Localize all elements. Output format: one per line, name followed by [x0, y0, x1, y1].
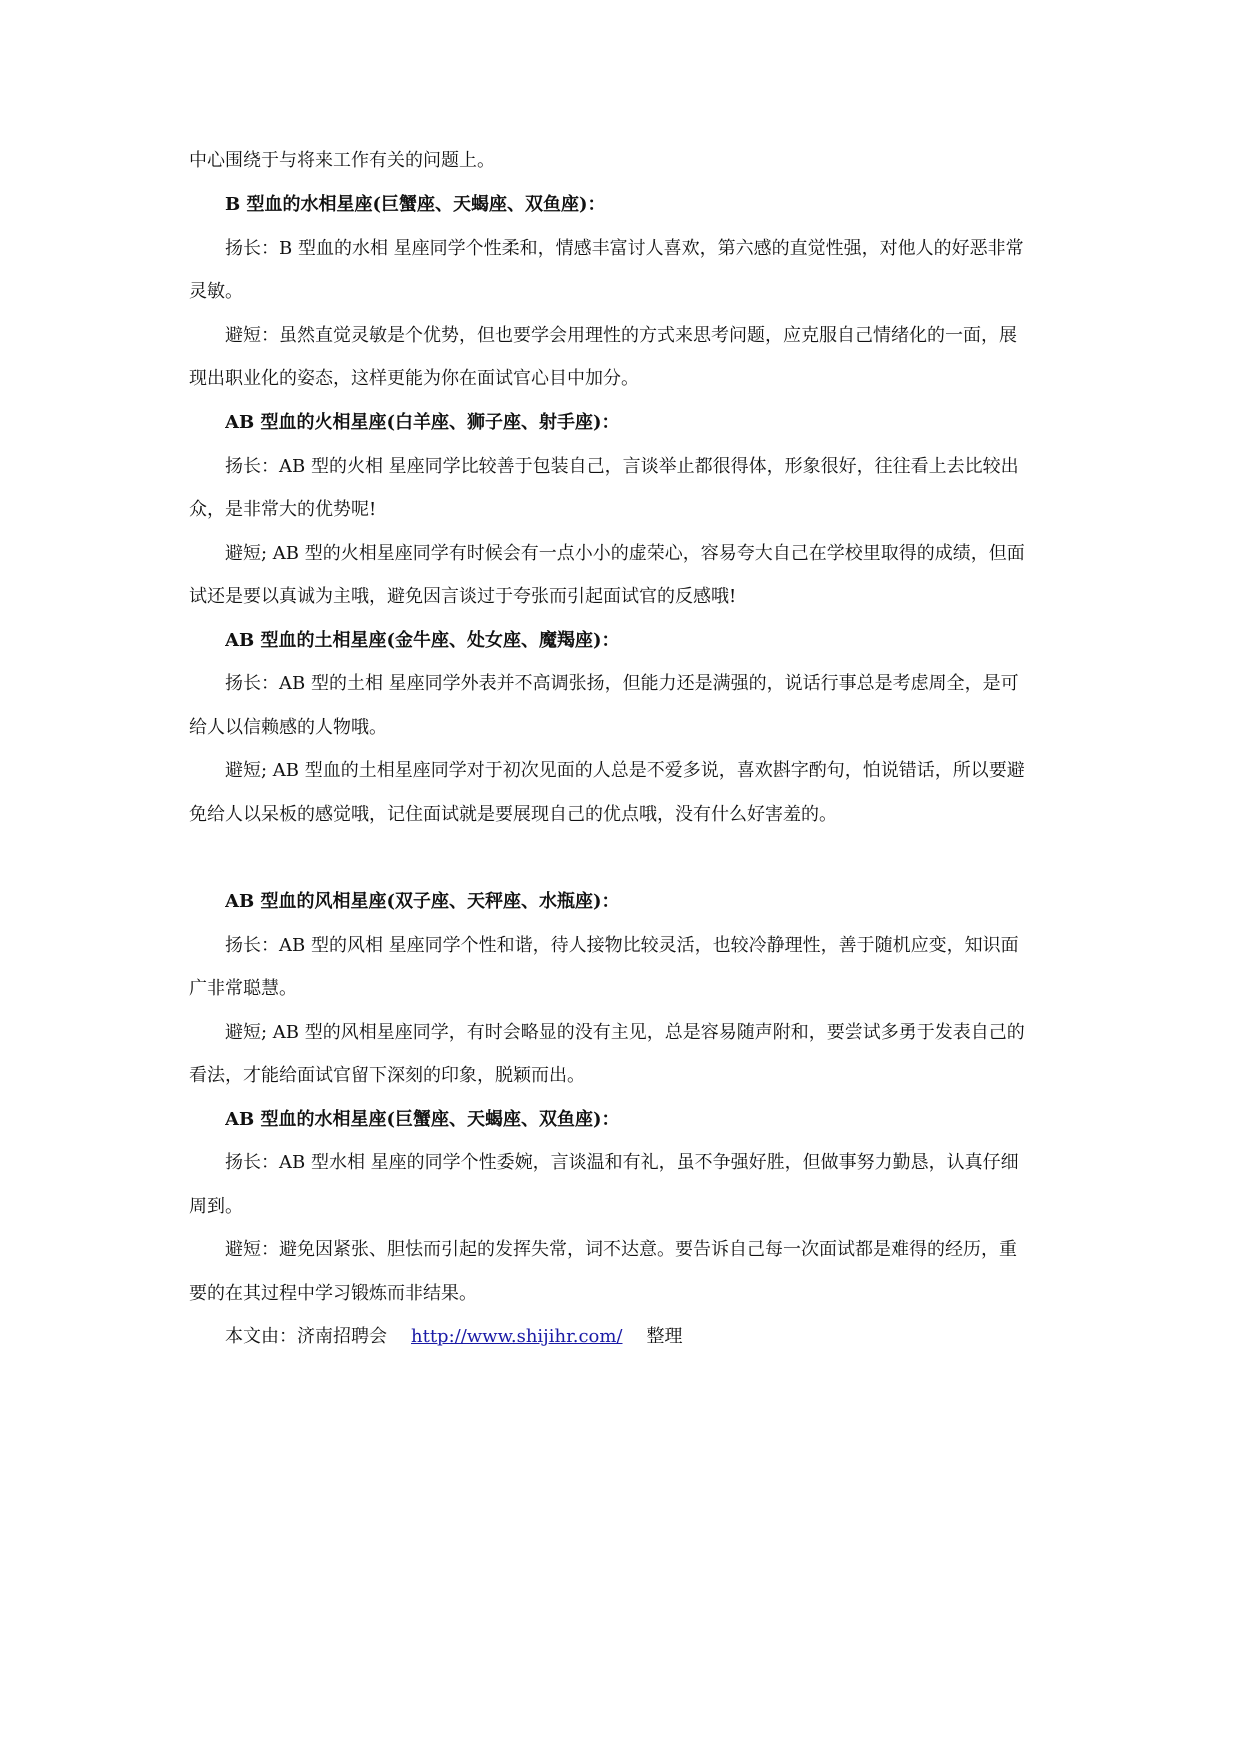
paragraph-line: 扬长：AB 型的土相 星座同学外表并不高调张扬，但能力还是满强的，说话行事总是考虑周全，是可	[225, 673, 1019, 694]
paragraph-line: 灵敏。	[189, 281, 243, 302]
section-heading-ab-earth: AB 型血的土相星座(金牛座、处女座、魔羯座)：	[225, 630, 620, 651]
credit-line	[225, 1324, 1059, 1350]
continuation-line: 中心围绕于与将来工作有关的问题上。	[189, 150, 495, 171]
paragraph-line: 扬长：B 型血的水相 星座同学个性柔和，情感丰富讨人喜欢，第六感的直觉性强，对他人的好恶非常	[225, 238, 1024, 259]
paragraph-line: 看法，才能给面试官留下深刻的印象，脱颖而出。	[189, 1065, 585, 1086]
section-heading-ab-water: AB 型血的水相星座(巨蟹座、天蝎座、双鱼座)：	[225, 1109, 620, 1130]
paragraph-line: 避短：避免因紧张、胆怯而引起的发挥失常，词不达意。要告诉自己每一次面试都是难得的经历，重	[225, 1239, 1017, 1260]
paragraph-line: 给人以信赖感的人物哦。	[189, 717, 387, 738]
credit-suffix: 整理	[646, 1326, 683, 1347]
paragraph-line: 广非常聪慧。	[189, 978, 297, 999]
section-heading-ab-air: AB 型血的风相星座(双子座、天秤座、水瓶座)：	[225, 891, 620, 912]
credit-prefix: 本文由：济南招聘会	[225, 1326, 387, 1347]
paragraph-line: 避短; AB 型血的土相星座同学对于初次见面的人总是不爱多说，喜欢斟字酌句，怕说错话，所以要避	[225, 760, 1025, 781]
paragraph-line: 扬长：AB 型水相 星座的同学个性委婉，言谈温和有礼，虽不争强好胜，但做事努力勤恳，认真仔细	[225, 1152, 1019, 1173]
paragraph-line: 免给人以呆板的感觉哦，记住面试就是要展现自己的优点哦，没有什么好害羞的。	[189, 804, 837, 825]
paragraph-line: 避短：虽然直觉灵敏是个优势，但也要学会用理性的方式来思考问题，应克服自己情绪化的一面，展	[225, 325, 1017, 346]
paragraph-line: 避短; AB 型的火相星座同学有时候会有一点小小的虚荣心，容易夸大自己在学校里取得的成绩，但面	[225, 543, 1025, 564]
paragraph-line: 扬长：AB 型的风相 星座同学个性和谐，待人接物比较灵活，也较冷静理性，善于随机应变，知识面	[225, 935, 1019, 956]
paragraph-line: 避短; AB 型的风相星座同学，有时会略显的没有主见，总是容易随声附和，要尝试多勇于发表自己的	[225, 1022, 1025, 1043]
paragraph-line: 众，是非常大的优势呢!	[189, 499, 377, 520]
source-link[interactable]: http://www.shijihr.com/	[411, 1326, 623, 1347]
paragraph-line: 周到。	[189, 1196, 243, 1217]
section-heading-b-water: B 型血的水相星座(巨蟹座、天蝎座、双鱼座)：	[225, 194, 606, 215]
paragraph-line: 要的在其过程中学习锻炼而非结果。	[189, 1283, 477, 1304]
paragraph-line: 试还是要以真诚为主哦，避免因言谈过于夸张而引起面试官的反感哦!	[189, 586, 737, 607]
paragraph-line: 现出职业化的姿态，这样更能为你在面试官心目中加分。	[189, 368, 639, 389]
section-heading-ab-fire: AB 型血的火相星座(白羊座、狮子座、射手座)：	[225, 412, 620, 433]
paragraph-line: 扬长：AB 型的火相 星座同学比较善于包装自己，言谈举止都很得体，形象很好，往往看上去比较出	[225, 456, 1019, 477]
